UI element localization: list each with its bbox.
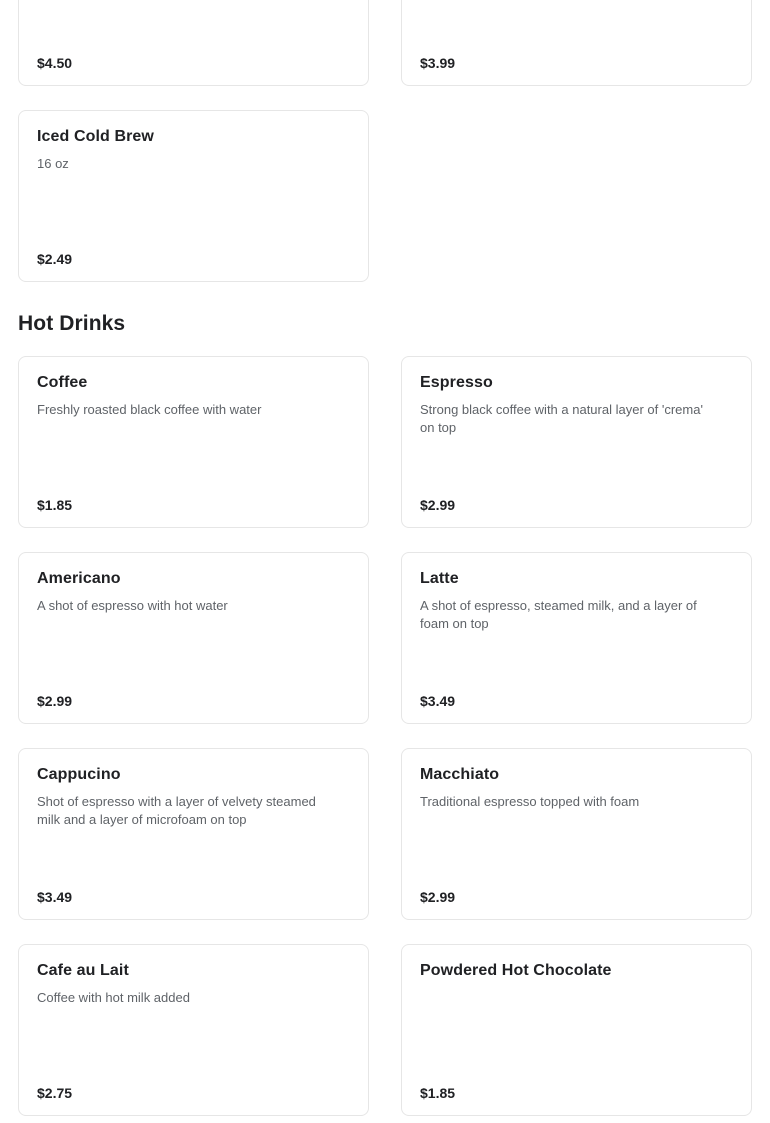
menu-item-price: $4.50 bbox=[37, 55, 73, 71]
menu-item-name: Iced Cold Brew bbox=[37, 128, 154, 145]
menu-item-name: Latte bbox=[420, 570, 459, 587]
section-heading-hot-drinks: Hot Drinks bbox=[18, 312, 126, 335]
row-spacer bbox=[18, 86, 752, 110]
menu-item-card[interactable] bbox=[18, 552, 369, 724]
menu-item-price: $2.49 bbox=[37, 251, 73, 267]
menu-item-price: $2.99 bbox=[420, 889, 456, 905]
menu-item-description: Strong black coffee with a natural layer of 'crema' on top bbox=[420, 402, 703, 435]
menu-item-price: $1.85 bbox=[37, 497, 73, 513]
menu-item-name: Espresso bbox=[420, 374, 493, 391]
menu-item-card[interactable] bbox=[401, 0, 752, 86]
menu-item-card[interactable] bbox=[18, 356, 369, 528]
menu-item-price: $3.99 bbox=[420, 55, 456, 71]
menu-row-partial bbox=[18, 0, 752, 86]
menu-item-card[interactable] bbox=[18, 944, 369, 1116]
menu-item-name: Macchiato bbox=[420, 766, 500, 783]
menu-item-description: Traditional espresso topped with foam bbox=[420, 794, 640, 809]
menu-item-name: Cafe au Lait bbox=[37, 962, 129, 979]
menu-item-card[interactable] bbox=[18, 110, 369, 282]
menu-item-name: Cappucino bbox=[37, 766, 121, 783]
menu-item-description: A shot of espresso, steamed milk, and a layer of foam on top bbox=[420, 598, 697, 631]
menu-item-description: Freshly roasted black coffee with water bbox=[37, 402, 262, 417]
menu-item-price: $3.49 bbox=[37, 889, 73, 905]
menu-item-price: $3.49 bbox=[420, 693, 456, 709]
menu-item-name: Powdered Hot Chocolate bbox=[420, 962, 612, 979]
menu-item-card[interactable] bbox=[401, 552, 752, 724]
menu-item-card[interactable] bbox=[401, 944, 752, 1116]
menu-item-description: A shot of espresso with hot water bbox=[37, 598, 228, 613]
menu-item-name: Coffee bbox=[37, 374, 88, 391]
menu-item-description: 16 oz bbox=[37, 156, 69, 171]
menu-item-name: Americano bbox=[37, 570, 121, 587]
menu-item-card[interactable] bbox=[18, 0, 369, 86]
menu-item-price: $2.99 bbox=[420, 497, 456, 513]
menu-item-price: $2.75 bbox=[37, 1085, 73, 1101]
menu-item-description: Coffee with hot milk added bbox=[37, 990, 190, 1005]
menu-item-price: $1.85 bbox=[420, 1085, 456, 1101]
empty-grid-cell bbox=[401, 110, 752, 282]
menu-item-card[interactable] bbox=[18, 748, 369, 920]
menu-row bbox=[18, 110, 752, 282]
menu-item-card[interactable] bbox=[401, 748, 752, 920]
menu-item-description: Shot of espresso with a layer of velvety steamed milk and a layer of microfoam on top bbox=[37, 794, 316, 827]
menu-item-card[interactable] bbox=[401, 356, 752, 528]
menu-item-price: $2.99 bbox=[37, 693, 73, 709]
menu-grid-hot-drinks bbox=[18, 356, 752, 1116]
